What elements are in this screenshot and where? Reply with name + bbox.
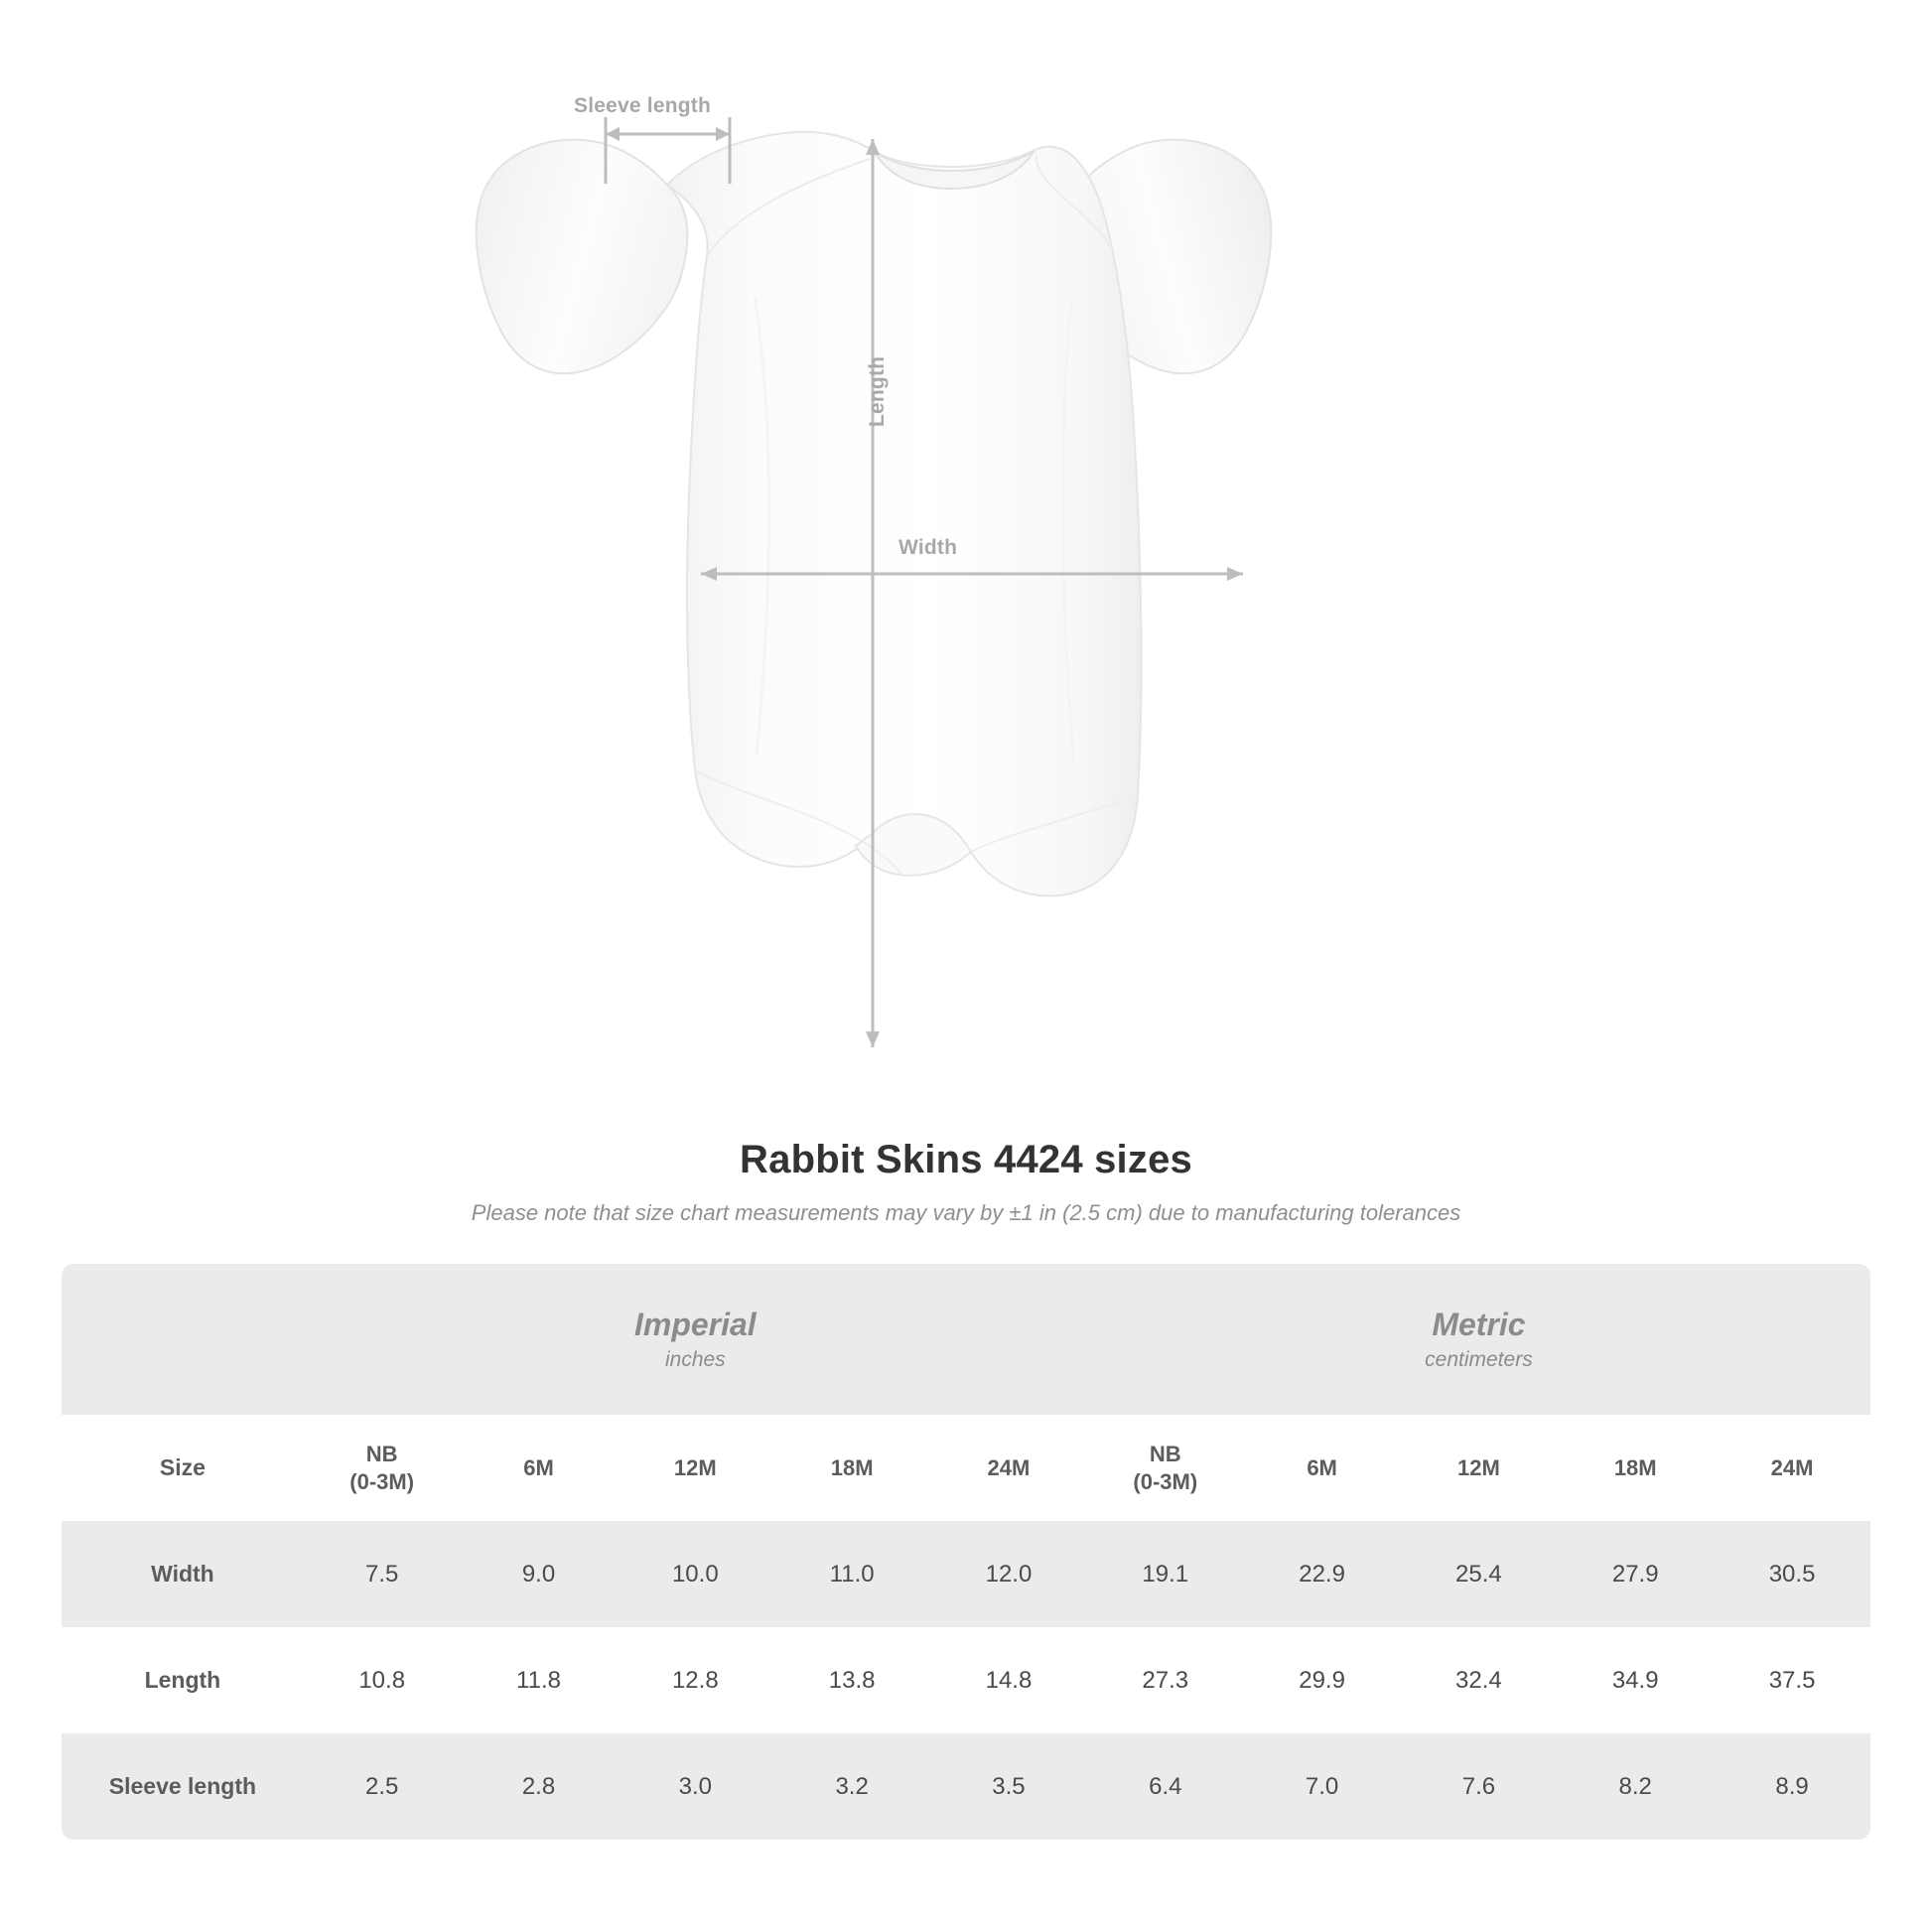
column-header-imperial-nb [304,1415,461,1521]
cell-length-metric-nb: 27.3 [1087,1627,1244,1733]
size-table-wrapper [62,1264,1870,1840]
column-header-size: Size [62,1415,304,1521]
cell-width-imperial-6m: 9.0 [461,1521,618,1627]
cell-width-imperial-12m: 10.0 [617,1521,773,1627]
cell-length-metric-12m: 32.4 [1401,1627,1558,1733]
cell-length-imperial-24m: 14.8 [930,1627,1087,1733]
row-label-width: Width [62,1521,304,1627]
cell-sleeve-metric-12m: 7.6 [1401,1733,1558,1840]
column-header-metric-6m: 6M [1244,1415,1401,1521]
cell-width-metric-nb: 19.1 [1087,1521,1244,1627]
row-label-length: Length [62,1627,304,1733]
cell-length-imperial-nb: 10.8 [304,1627,461,1733]
cell-length-metric-24m: 37.5 [1714,1627,1870,1733]
cell-width-metric-6m: 22.9 [1244,1521,1401,1627]
page-title: Rabbit Skins 4424 sizes [740,1138,1192,1181]
cell-sleeve-imperial-12m: 3.0 [617,1733,773,1840]
column-header-imperial-6m: 6M [461,1415,618,1521]
column-header-line2: (0-3M) [349,1468,415,1494]
cell-length-imperial-18m: 13.8 [773,1627,930,1733]
unit-metric-name: Metric [1432,1306,1526,1342]
table-row [62,1733,1870,1840]
column-header-metric-18m: 18M [1557,1415,1714,1521]
row-label-sleeve-length: Sleeve length [62,1733,304,1840]
unit-header-imperial [304,1264,1087,1415]
cell-sleeve-imperial-6m: 2.8 [461,1733,618,1840]
column-header-imperial-18m: 18M [773,1415,930,1521]
column-header-metric-nb [1087,1415,1244,1521]
cell-width-metric-24m: 30.5 [1714,1521,1870,1627]
cell-length-imperial-6m: 11.8 [461,1627,618,1733]
title-block [0,1138,1932,1226]
column-header-line1: NB [1149,1442,1181,1466]
cell-width-metric-18m: 27.9 [1557,1521,1714,1627]
table-row [62,1627,1870,1733]
cell-width-metric-12m: 25.4 [1401,1521,1558,1627]
column-header-imperial-24m: 24M [930,1415,1087,1521]
unit-imperial-sub: inches [664,1348,726,1372]
column-header-line1: NB [365,1442,398,1466]
cell-sleeve-metric-18m: 8.2 [1557,1733,1714,1840]
cell-sleeve-metric-nb: 6.4 [1087,1733,1244,1840]
column-header-metric-24m: 24M [1714,1415,1870,1521]
cell-width-imperial-24m: 12.0 [930,1521,1087,1627]
cell-length-metric-18m: 34.9 [1557,1627,1714,1733]
column-header-metric-12m: 12M [1401,1415,1558,1521]
tolerance-note: Please note that size chart measurements may vary by ±1 in (2.5 cm) due to manufacturing tolerances [471,1200,1461,1225]
sleeve-length-dimension-label: Sleeve length [574,94,711,117]
cell-sleeve-metric-24m: 8.9 [1714,1733,1870,1840]
table-row [62,1521,1870,1627]
cell-length-imperial-12m: 12.8 [617,1627,773,1733]
unit-imperial-name: Imperial [633,1306,757,1342]
unit-header-spacer [62,1264,304,1415]
cell-sleeve-imperial-nb: 2.5 [304,1733,461,1840]
column-header-row [62,1415,1870,1521]
unit-header-row [62,1264,1870,1415]
width-dimension-label: Width [898,536,958,559]
unit-header-metric [1087,1264,1870,1415]
cell-width-imperial-18m: 11.0 [773,1521,930,1627]
cell-sleeve-imperial-24m: 3.5 [930,1733,1087,1840]
cell-sleeve-imperial-18m: 3.2 [773,1733,930,1840]
length-dimension-label: Length [866,355,889,427]
cell-width-imperial-nb: 7.5 [304,1521,461,1627]
column-header-line2: (0-3M) [1133,1468,1198,1494]
size-table [62,1264,1870,1840]
cell-length-metric-6m: 29.9 [1244,1627,1401,1733]
column-header-imperial-12m: 12M [617,1415,773,1521]
unit-metric-sub: centimeters [1425,1348,1533,1372]
cell-sleeve-metric-6m: 7.0 [1244,1733,1401,1840]
